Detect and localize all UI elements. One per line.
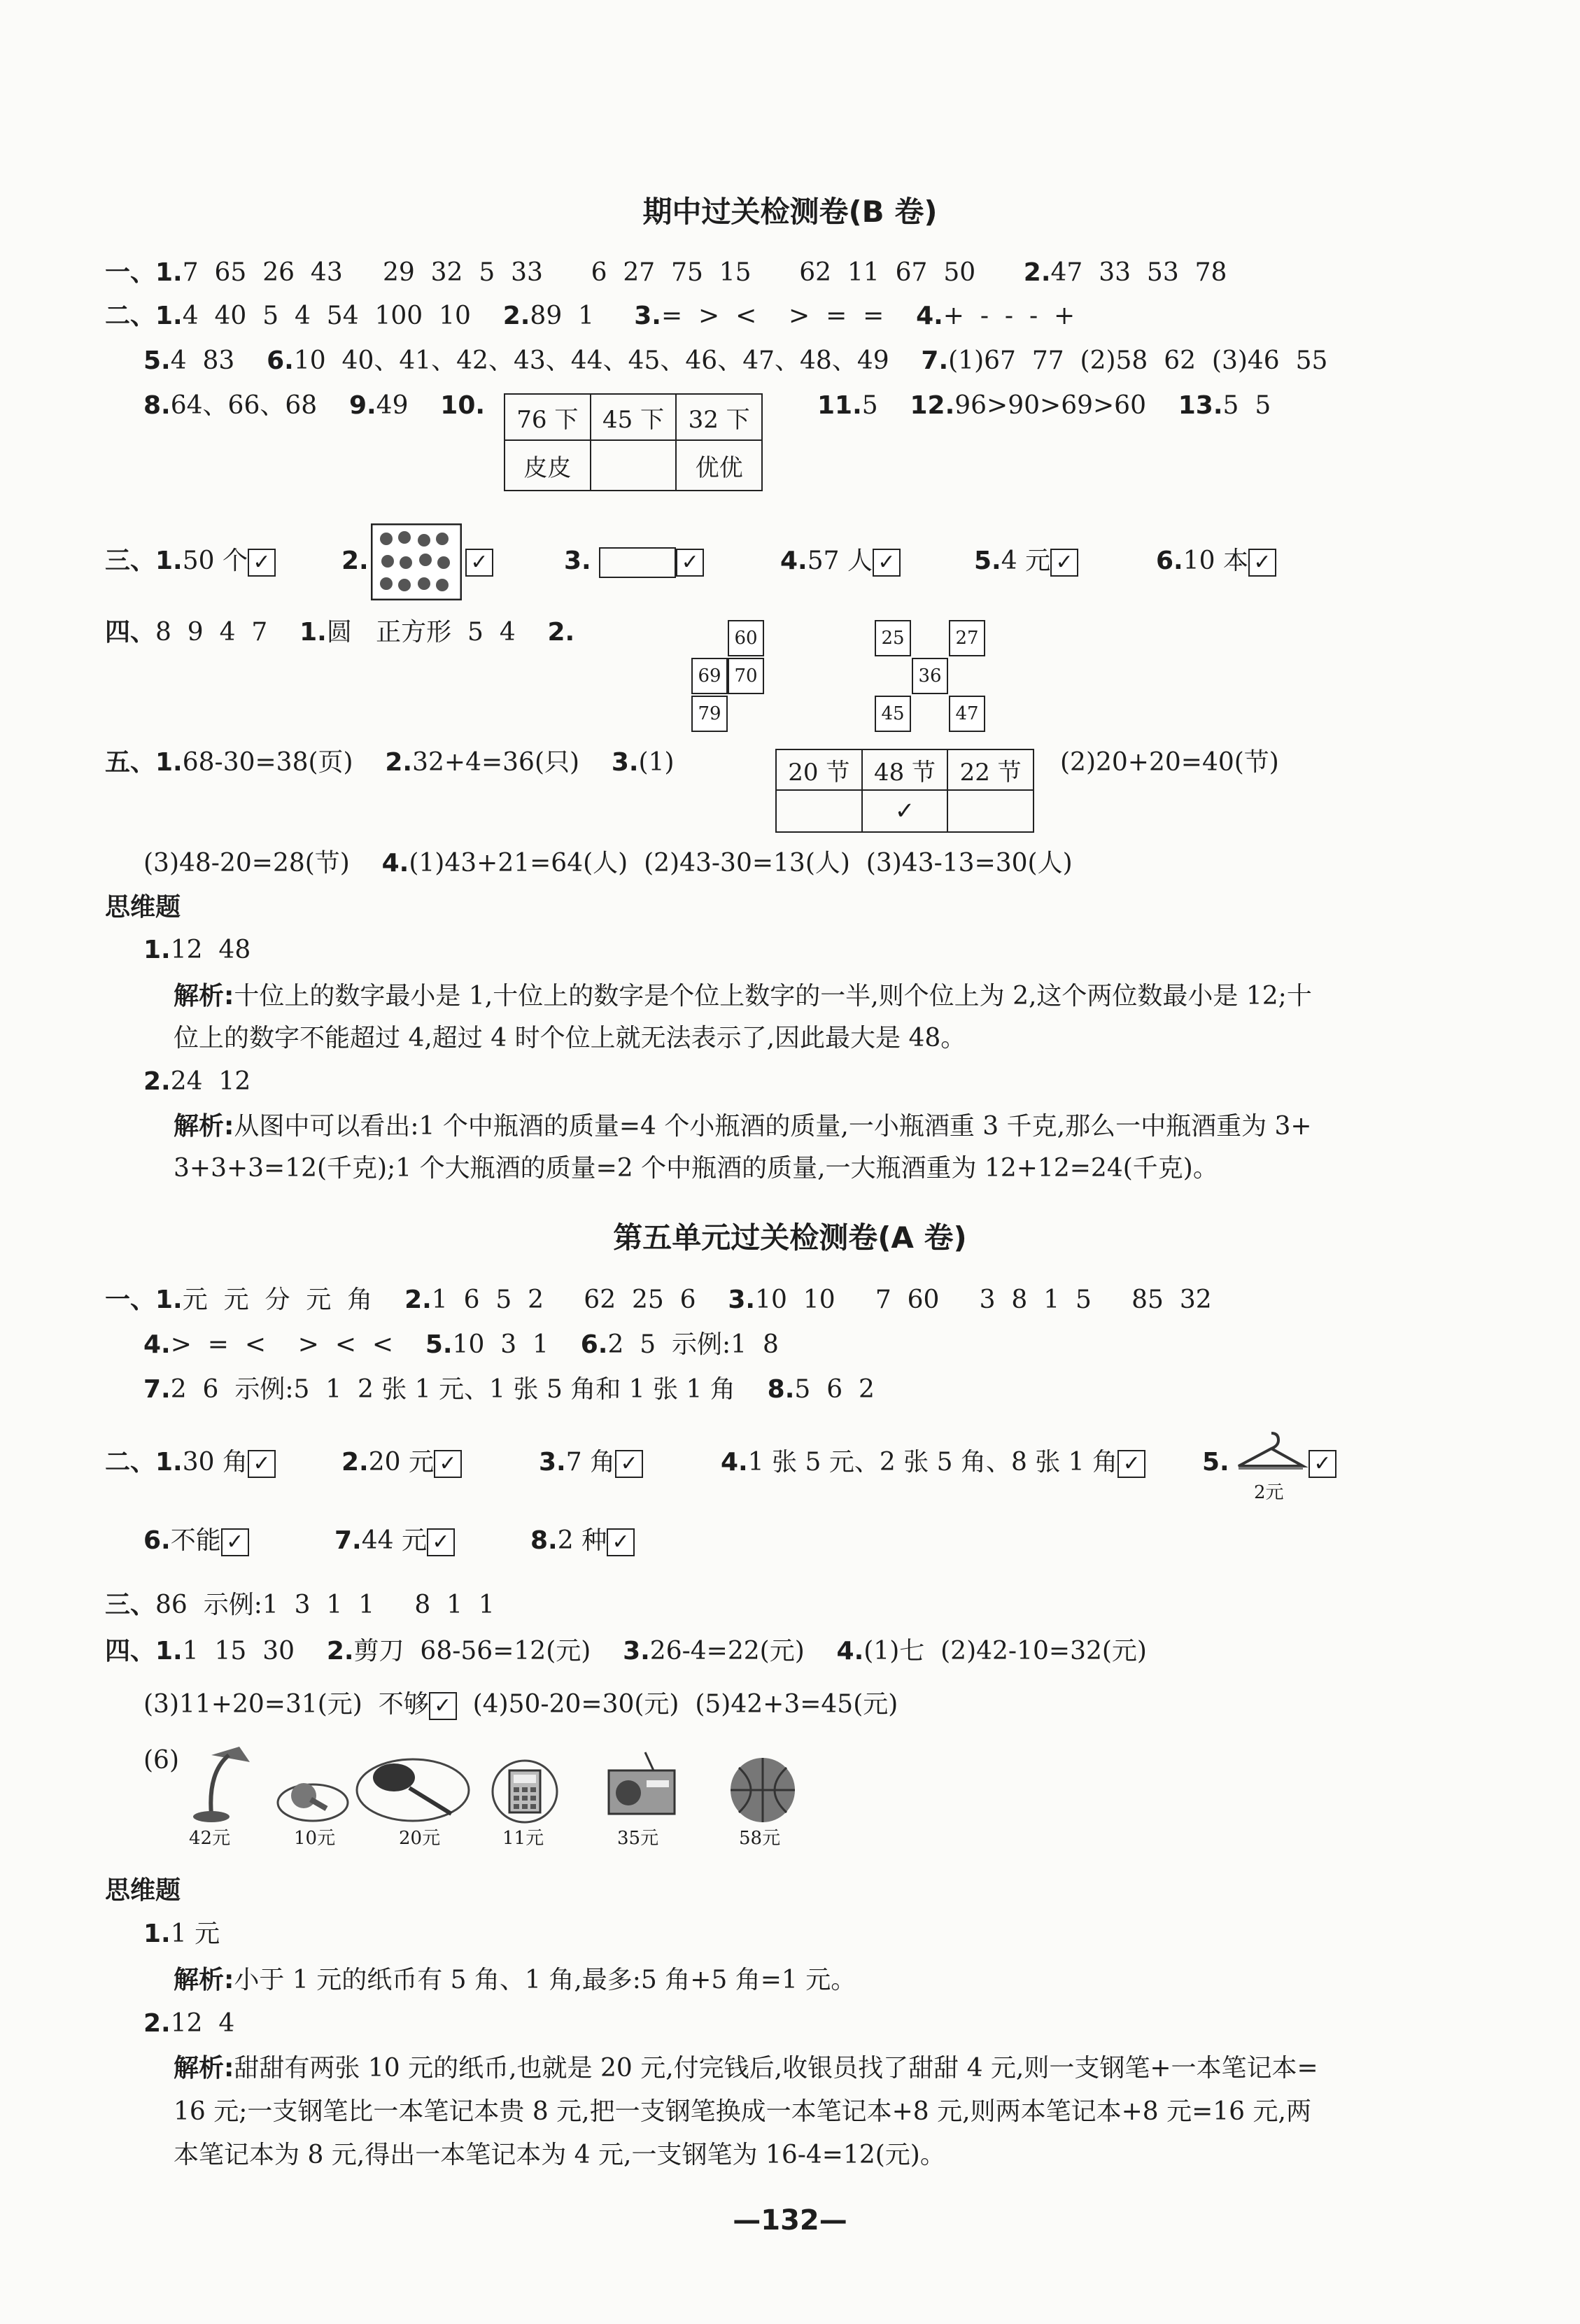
explanation-a2-cont2: 本笔记本为 8 元,得出一本笔记本为 4 元,一支钢笔为 16-4=12(元)。 (174, 2141, 945, 2169)
answer-line-b12: 2.24 12 (143, 1067, 251, 1096)
grid-cell: 79 (691, 696, 728, 732)
check-box: ✓ (676, 549, 704, 577)
answer-a4-3: 3.7 角 ✓ (539, 1447, 643, 1478)
answer-a5-8: 8.2 种 ✓ (530, 1526, 635, 1556)
check-box: ✓ (429, 1692, 457, 1720)
page-number: —132— (733, 2204, 847, 2237)
answer-a4-5: 5. (1202, 1448, 1229, 1477)
answer-line-b4: 8.64、66、68 9.49 10. (143, 391, 486, 420)
check-box: ✓ (607, 1528, 635, 1556)
answer-line-b7: 五、1.68-30=38(页) 2.32+4=36(只) 3.(1) (105, 748, 675, 777)
grid-cell: 69 (691, 658, 728, 694)
section-title-b: 期中过关检测卷(B 卷) (642, 195, 938, 229)
answer-line-b6: 四、8 9 4 7 1.圆 正方形 5 4 2. (105, 618, 575, 647)
explanation-b1: 解析:十位上的数字最小是 1,十位上的数字是个位上数字的一半,则个位上为 2,这个两位数最小是 12;十 (174, 982, 1312, 1010)
answer-b5-2-check (465, 546, 493, 577)
check-box: ✓ (465, 549, 493, 577)
answer-line-a6: 三、86 示例:1 3 1 1 8 1 1 (105, 1591, 495, 1619)
price-label: 20元 (399, 1828, 441, 1849)
answer-table-3 (775, 749, 1034, 833)
desk-lamp-icon (190, 1741, 267, 1825)
hanger-price: 2元 (1254, 1482, 1284, 1503)
blank-box (599, 547, 676, 578)
answer-line-b1: 一、1.7 65 26 43 29 32 5 33 6 27 75 15 62 11 67 50 2.47 33 53 78 (105, 258, 1227, 287)
answer-line-b2: 二、1.4 40 5 4 54 100 10 2.89 1 3.= > < > = = 4.+ - - - + (105, 302, 1075, 330)
answer-a5-7: 7.44 元 ✓ (334, 1526, 455, 1556)
check-box: ✓ (1309, 1450, 1336, 1478)
grid-cell: 27 (949, 620, 985, 656)
table-cell: 76 下 (505, 394, 591, 440)
grid-cell: 70 (728, 658, 764, 694)
answer-a4-2: 2.20 元 ✓ (341, 1447, 462, 1478)
table-cell: 45 下 (591, 394, 677, 440)
strawberry-picture-icon (371, 523, 462, 600)
check-box: ✓ (427, 1528, 455, 1556)
answer-line-b9: 1.12 48 (143, 936, 251, 964)
explanation-a2: 解析:甜甜有两张 10 元的纸币,也就是 20 元,付完钱后,收银员找了甜甜 4 元,则一支钢笔+一本笔记本= (174, 2054, 1318, 2083)
radio-icon (603, 1749, 680, 1825)
answer-line-a12: 2.12 4 (143, 2009, 235, 2038)
grid-cell: 60 (728, 620, 764, 656)
check-box: ✓ (615, 1450, 643, 1478)
table-cell: 优优 (676, 440, 762, 491)
answer-b5-3: 3. ✓ (564, 546, 704, 578)
answer-line-a8: (3)11+20=31(元) 不够 ✓ (4)50-20=30(元) (5)42+3=45(元) (143, 1690, 898, 1719)
price-label: 58元 (739, 1828, 781, 1849)
explanation-a2-cont: 16 元;一支钢笔比一本笔记本贵 8 元,把一支钢笔换成一本笔记本+8 元,则两本笔记本+8 元=16 元,两 (174, 2097, 1311, 2126)
answer-line-b3: 5.4 83 6.10 40、41、42、43、44、45、46、47、48、49 7.(1)67 77 (2)58 62 (3)46 55 (143, 346, 1328, 375)
answer-line-a10: 1.1 元 (143, 1920, 220, 1948)
price-label: 35元 (617, 1828, 659, 1849)
answer-line-b4b: 11.5 12.96>90>69>60 13.5 5 (817, 391, 1271, 420)
explanation-b1-cont: 位上的数字不能超过 4,超过 4 时个位上就无法表示了,因此最大是 48。 (174, 1024, 966, 1052)
answer-a4-1: 二、1.30 角 ✓ (105, 1447, 276, 1478)
answer-line-b5: 三、1.50 个 ✓ (105, 546, 276, 577)
price-label: 10元 (294, 1828, 336, 1849)
grid-cell: 47 (949, 696, 985, 732)
table-cell: ✓ (862, 790, 948, 832)
section-title-a: 第五单元过关检测卷(A 卷) (613, 1220, 967, 1255)
check-box: ✓ (221, 1528, 249, 1556)
calculator-icon (490, 1758, 560, 1825)
table-cell (591, 440, 677, 491)
answer-line-a1: 一、1.元 元 分 元 角 2.1 6 5 2 62 25 6 3.10 10 7 60 3 8 1 5 85 32 (105, 1286, 1212, 1314)
answer-line-a2: 4.> = < > < < 5.10 3 1 6.2 5 示例:1 8 (143, 1330, 779, 1359)
check-box: ✓ (1117, 1450, 1145, 1478)
thinking-heading-b: 思维题 (105, 893, 181, 922)
answer-line-a9: (6) (143, 1746, 179, 1775)
check-box: ✓ (434, 1450, 462, 1478)
answer-table-10 (504, 393, 763, 491)
hanger-icon (1233, 1428, 1310, 1477)
table-cell: 22 节 (947, 749, 1034, 790)
answer-b5-6: 6.10 本 ✓ (1156, 546, 1276, 577)
table-cell (947, 790, 1034, 832)
check-box: ✓ (873, 549, 901, 577)
answer-a4-5-check (1309, 1447, 1336, 1478)
answer-b5-5: 5.4 元 ✓ (974, 546, 1078, 577)
table-cell: 48 节 (862, 749, 948, 790)
price-label: 42元 (189, 1828, 231, 1849)
badminton-racket-icon (353, 1749, 472, 1826)
table-cell: 20 节 (776, 749, 862, 790)
grid-cell: 25 (875, 620, 911, 656)
grid-cell: 36 (912, 658, 948, 694)
ping-pong-paddle-icon (274, 1769, 351, 1825)
check-box: ✓ (248, 1450, 276, 1478)
table-cell (776, 790, 862, 832)
answer-line-b8: (3)48-20=28(节) 4.(1)43+21=64(人) (2)43-30=13(人) (3)43-13=30(人) (143, 849, 1073, 878)
table-cell: 皮皮 (505, 440, 591, 491)
explanation-a1: 解析:小于 1 元的纸币有 5 角、1 角,最多:5 角+5 角=1 元。 (174, 1966, 856, 1994)
thinking-heading-a: 思维题 (105, 1876, 181, 1905)
basketball-icon (728, 1755, 798, 1825)
grid-cell: 45 (875, 696, 911, 732)
check-box: ✓ (1050, 549, 1078, 577)
explanation-b2-cont: 3+3+3=12(千克);1 个大瓶酒的质量=2 个中瓶酒的质量,一大瓶酒重为 12+12=24(千克)。 (174, 1154, 1218, 1183)
explanation-b2: 解析:从图中可以看出:1 个中瓶酒的质量=4 个小瓶酒的质量,一小瓶酒重 3 千克,那么一中瓶酒重为 3+ (174, 1112, 1312, 1141)
answer-line-a7: 四、1.1 15 30 2.剪刀 68-56=12(元) 3.26-4=22(元) 4.(1)七 (2)42-10=32(元) (105, 1637, 1147, 1665)
answer-a5-6: 6.不能 ✓ (143, 1526, 249, 1556)
table-cell: 32 下 (676, 394, 762, 440)
answer-a4-4: 4.1 张 5 元、2 张 5 角、8 张 1 角 ✓ (721, 1447, 1145, 1478)
check-box: ✓ (248, 549, 276, 577)
answer-line-b7b: (2)20+20=40(节) (1060, 748, 1279, 777)
answer-b5-2: 2. (341, 547, 369, 575)
check-box: ✓ (1248, 549, 1276, 577)
answer-line-a3: 7.2 6 示例:5 1 2 张 1 元、1 张 5 角和 1 张 1 角 8.5 6 2 (143, 1375, 875, 1404)
answer-b5-4: 4.57 人 ✓ (780, 546, 901, 577)
price-label: 11元 (502, 1828, 544, 1849)
